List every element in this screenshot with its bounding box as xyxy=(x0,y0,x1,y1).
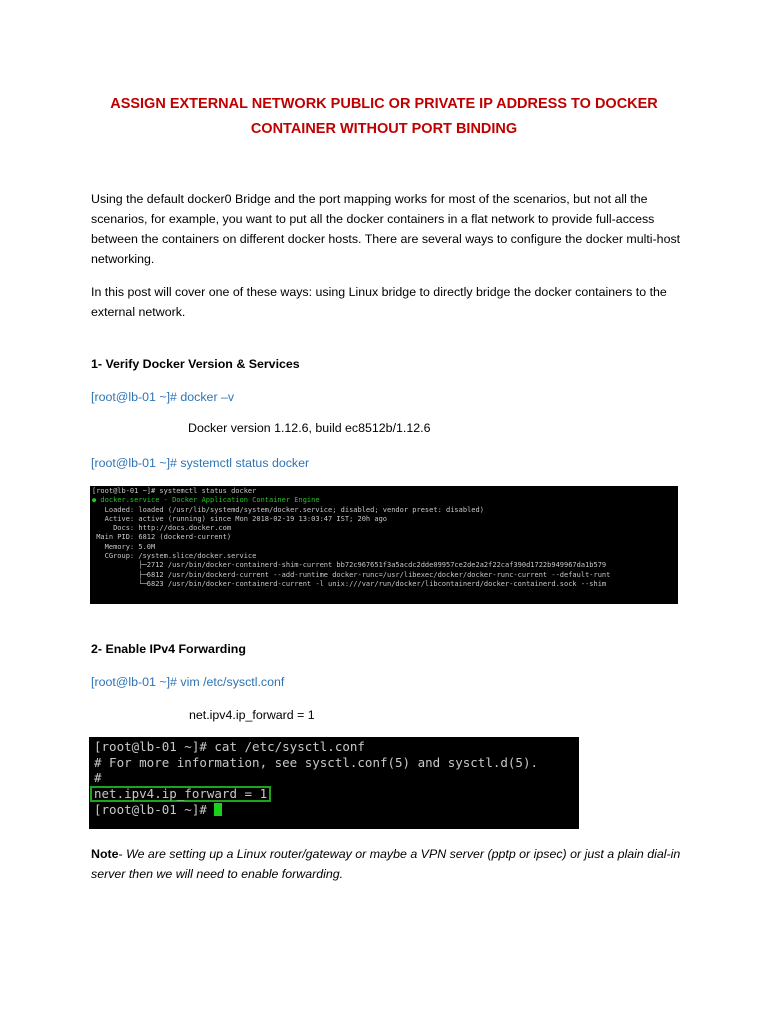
terminal-systemctl-status xyxy=(90,486,678,604)
terminal-line: Memory: 5.0M xyxy=(92,542,156,551)
intro-paragraph: Using the default docker0 Bridge and the port mapping works for most of the scenarios, but not all the scenarios, for example, you want to put all the docker containers in a flat network to provide full-access between the containers on different docker hosts. There are several ways to configure the docker multi-host networking. xyxy=(91,192,681,266)
ip-forward-setting: net.ipv4.ip_forward = 1 xyxy=(189,708,315,722)
page-title-line1: ASSIGN EXTERNAL NETWORK PUBLIC OR PRIVATE IP ADDRESS TO DOCKER xyxy=(110,96,658,112)
terminal-line: [root@lb-01 ~]# cat /etc/sysctl.conf xyxy=(94,739,365,754)
terminal-line: # xyxy=(94,770,102,786)
note-text: We are setting up a Linux router/gateway or maybe a VPN server (pptp or ipsec) or just a plain dial-in server then we will need to enable forwarding. xyxy=(91,847,681,881)
terminal-sysctl-conf xyxy=(89,737,579,829)
terminal-line: [root@lb-01 ~]# systemctl status docker xyxy=(92,487,257,495)
terminal-line: Docs: http://docs.docker.com xyxy=(92,524,232,533)
terminal-line: └─6823 /usr/bin/docker-containerd-current -l unix:///var/run/docker/libcontainerd/docker-containerd.sock --shim xyxy=(92,579,607,588)
terminal-line: ├─6812 /usr/bin/dockerd-current --add-runtime docker-runc=/usr/libexec/docker/docker-runc-current --default-runt xyxy=(92,570,611,579)
section-2-heading: 2- Enable IPv4 Forwarding xyxy=(91,642,246,656)
command-docker-version: [root@lb-01 ~]# docker –v xyxy=(91,390,235,404)
terminal-cursor-icon xyxy=(214,803,222,816)
terminal-line: ● docker.service - Docker Application Container Engine xyxy=(92,496,320,505)
terminal-line: Loaded: loaded (/usr/lib/systemd/system/docker.service; disabled; vendor preset: disabled) xyxy=(92,505,484,514)
docker-version-output: Docker version 1.12.6, build ec8512b/1.12.6 xyxy=(188,421,431,435)
command-vim-sysctl: [root@lb-01 ~]# vim /etc/sysctl.conf xyxy=(91,675,285,689)
note-paragraph xyxy=(91,844,691,884)
terminal-line: CGroup: /system.slice/docker.service xyxy=(92,552,257,561)
terminal-prompt: [root@lb-01 ~]# xyxy=(94,801,215,817)
note-label: Note xyxy=(91,847,119,861)
terminal-line: ├─2712 /usr/bin/docker-containerd-shim-current bb72c967651f3a5acdc2dde09957ce2de2a2f22caf390d1722b949967da1b579 xyxy=(92,561,607,570)
terminal-line: Active: active (running) since Mon 2018-02-19 13:03:47 IST; 20h ago xyxy=(92,514,388,523)
intro-paragraph-2: In this post will cover one of these ways: using Linux bridge to directly bridge the docker containers to the external network. xyxy=(91,285,667,319)
command-systemctl-status: [root@lb-01 ~]# systemctl status docker xyxy=(91,456,310,470)
section-1-heading: 1- Verify Docker Version & Services xyxy=(91,357,300,371)
page-title-line2: CONTAINER WITHOUT PORT BINDING xyxy=(250,121,518,137)
terminal-line: Main PID: 6812 (dockerd-current) xyxy=(92,533,232,542)
note-dash: - xyxy=(118,847,127,861)
terminal-line: # For more information, see sysctl.conf(5) and sysctl.d(5). xyxy=(94,754,539,770)
highlighted-ip-forward-line: net.ipv4.ip_forward = 1 xyxy=(90,786,271,802)
page-title xyxy=(60,92,708,142)
